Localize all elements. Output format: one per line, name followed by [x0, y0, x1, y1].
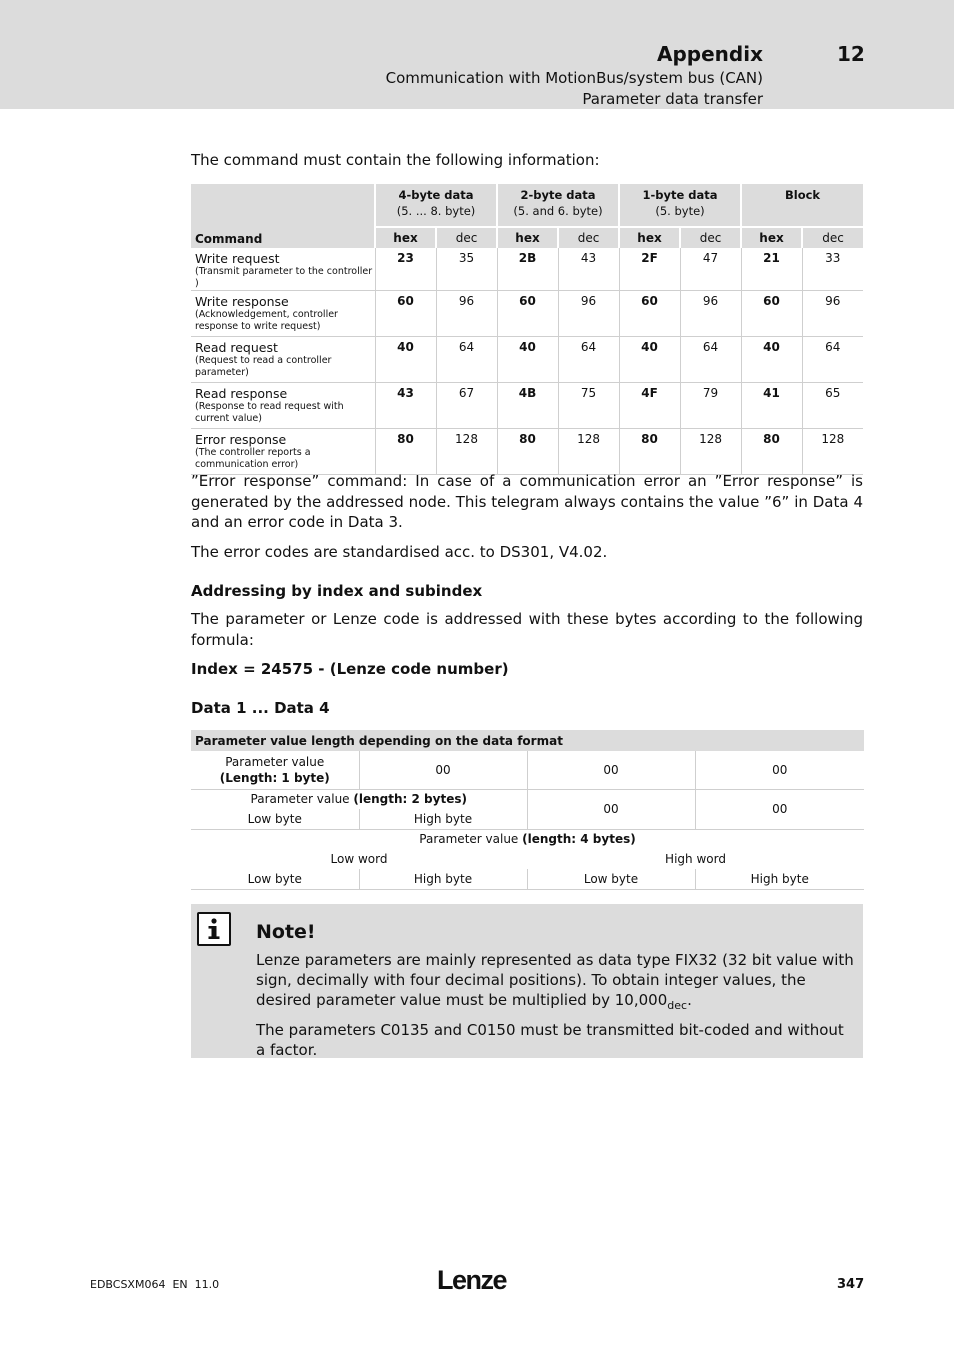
two-byte-value: 00 [695, 789, 864, 829]
note-box [191, 904, 863, 1058]
chapter-title: Appendix [657, 42, 763, 66]
one-byte-label: Parameter value (Length: 1 byte) [191, 751, 359, 789]
svg-text:Lenze: Lenze [437, 1265, 507, 1294]
header-band [0, 0, 954, 109]
low-byte-label: Low byte [191, 809, 359, 829]
low-byte-label: Low byte [527, 869, 695, 889]
dec-header: dec [436, 227, 497, 248]
section-subtitle: Communication with MotionBus/system bus (CAN) [385, 69, 763, 87]
note-text: Lenze parameters are mainly represented as data type FIX32 (32 bit value with sign, decimally with four decimal positions). To obtain integer values, the desired parameter value must be multiplied by $10,000_{dec}$. The parameters C0135 and C0150 must be transmitted bit-coded and without a factor. [256, 951, 854, 1059]
value-cell: 96 [558, 291, 619, 337]
command-cell: Write request (Transmit parameter to the controller ) [191, 248, 375, 291]
dec-header: dec [558, 227, 619, 248]
two-byte-label: Parameter value (length: 2 bytes) [250, 792, 467, 807]
command-cell: Write response (Acknowledgement, controller response to write request) [191, 291, 375, 337]
value-cell: 60 [619, 291, 680, 337]
one-byte-value: 00 [359, 751, 527, 789]
group-header-2byte: 2-byte data (5. and 6. byte) [497, 184, 619, 227]
value-cell: 67 [436, 383, 497, 429]
error-response-paragraph: ”Error response” command: In case of a communication error an ”Error response” is generated by the addressed node. This telegram always contains the value ”6” in Data 4 and an error code in Data 3. [191, 472, 863, 531]
value-cell: 64 [558, 337, 619, 383]
value-cell: 43 [558, 248, 619, 291]
value-cell: 35 [436, 248, 497, 291]
low-word-label: Low word [330, 852, 388, 866]
value-cell: 4B [497, 383, 558, 429]
value-cell: 33 [802, 248, 863, 291]
value-cell: 80 [619, 429, 680, 475]
value-cell: 60 [375, 291, 436, 337]
value-cell: 2B [497, 248, 558, 291]
value-cell: 128 [558, 429, 619, 475]
dec-header: dec [680, 227, 741, 248]
hex-header: hex [741, 227, 802, 248]
table-row [191, 248, 863, 291]
addressing-paragraph: The parameter or Lenze code is addressed with these bytes according to the following formula: [191, 610, 863, 649]
value-cell: 80 [375, 429, 436, 475]
value-cell: 128 [802, 429, 863, 475]
value-cell: 128 [680, 429, 741, 475]
value-cell: 43 [375, 383, 436, 429]
value-cell: 47 [680, 248, 741, 291]
high-word-label: High word [665, 852, 726, 866]
group-header-4byte: 4-byte data (5. ... 8. byte) [375, 184, 497, 227]
group-header-block: Block [741, 184, 863, 227]
document-id: EDBCSXM064 EN 11.0 [90, 1278, 220, 1291]
value-cell: 96 [436, 291, 497, 337]
value-cell: 64 [680, 337, 741, 383]
data-table-caption: Parameter value length depending on the data format [191, 730, 864, 751]
value-cell: 60 [497, 291, 558, 337]
value-cell: 60 [741, 291, 802, 337]
one-byte-value: 00 [695, 751, 864, 789]
one-byte-value: 00 [527, 751, 695, 789]
value-cell: 79 [680, 383, 741, 429]
value-cell: 23 [375, 248, 436, 291]
hex-header: hex [619, 227, 680, 248]
value-cell: 96 [802, 291, 863, 337]
page-number: 347 [837, 1277, 865, 1292]
chapter-number: 12 [837, 42, 865, 66]
data-format-table [191, 730, 864, 890]
command-header: Command [191, 184, 375, 248]
subsection-subtitle: Parameter data transfer [582, 90, 763, 108]
command-cell: Read request (Request to read a controller parameter) [191, 337, 375, 383]
data-heading: Data 1 ... Data 4 [191, 699, 330, 717]
table-row [191, 337, 863, 383]
command-cell: Error response (The controller reports a communication error) [191, 429, 375, 475]
value-cell: 21 [741, 248, 802, 291]
value-cell: 65 [802, 383, 863, 429]
value-cell: 64 [802, 337, 863, 383]
hex-header: hex [375, 227, 436, 248]
intro-text: The command must contain the following information: [191, 151, 600, 169]
high-byte-label: High byte [695, 869, 864, 889]
value-cell: 75 [558, 383, 619, 429]
low-byte-label: Low byte [191, 869, 359, 889]
table-row [191, 429, 863, 475]
dec-header: dec [802, 227, 863, 248]
value-cell: 96 [680, 291, 741, 337]
table-row [191, 383, 863, 429]
value-cell: 41 [741, 383, 802, 429]
value-cell: 4F [619, 383, 680, 429]
high-byte-label: High byte [359, 869, 527, 889]
group-header-1byte: 1-byte data (5. byte) [619, 184, 741, 227]
note-title: Note! [256, 921, 316, 943]
info-icon [197, 912, 231, 946]
value-cell: 80 [497, 429, 558, 475]
value-cell: 40 [619, 337, 680, 383]
value-cell: 128 [436, 429, 497, 475]
value-cell: 40 [375, 337, 436, 383]
addressing-heading: Addressing by index and subindex [191, 582, 483, 600]
command-cell: Read response (Response to read request with current value) [191, 383, 375, 429]
value-cell: 80 [741, 429, 802, 475]
hex-header: hex [497, 227, 558, 248]
two-byte-value: 00 [527, 789, 695, 829]
value-cell: 40 [497, 337, 558, 383]
table-row [191, 291, 863, 337]
four-byte-label: Parameter value (length: 4 bytes) [419, 832, 636, 847]
standard-paragraph: The error codes are standardised acc. to DS301, V4.02. [191, 543, 608, 561]
value-cell: 40 [741, 337, 802, 383]
lenze-logo [436, 1264, 516, 1298]
command-table [191, 184, 863, 475]
high-byte-label: High byte [359, 809, 527, 829]
index-formula: Index = 24575 - (Lenze code number) [191, 660, 509, 678]
value-cell: 64 [436, 337, 497, 383]
value-cell: 2F [619, 248, 680, 291]
